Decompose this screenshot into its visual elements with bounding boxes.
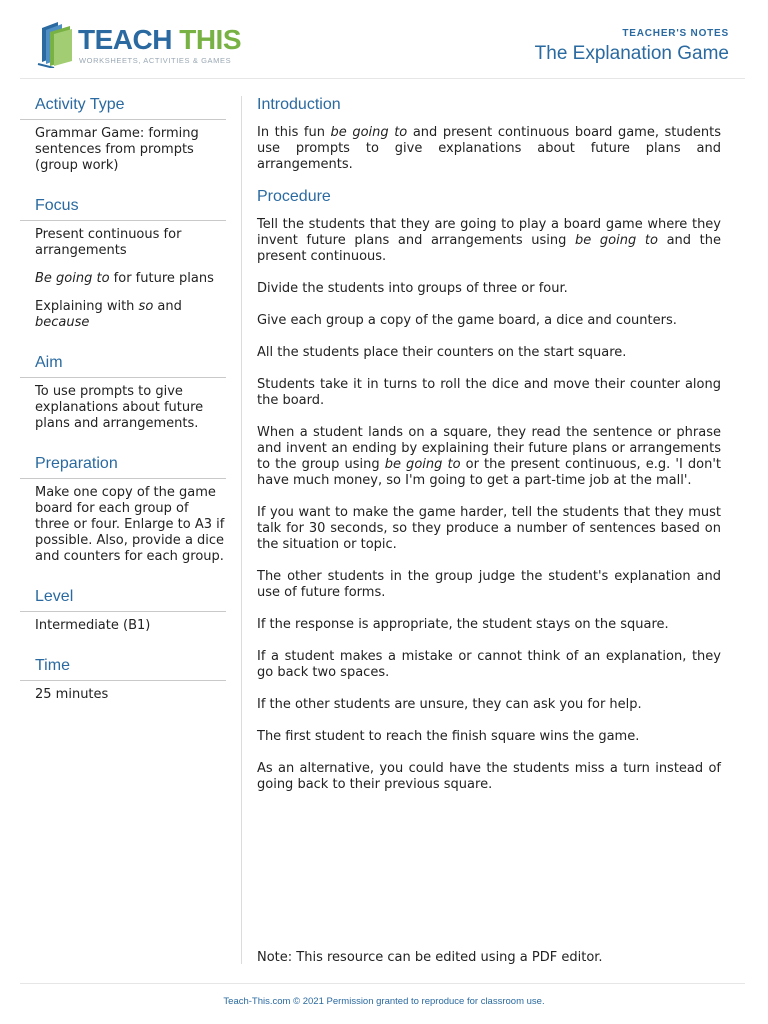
time-heading: Time (20, 654, 226, 681)
time-text: 25 minutes (35, 687, 109, 702)
step-text: Tell the students that they are going to play a board game where they invent future plans and arrangements using (257, 217, 721, 248)
procedure-step: If a student makes a mistake or cannot think of an explanation, they go back two spaces. (257, 649, 721, 680)
footer-divider (20, 983, 745, 984)
introduction-paragraph (257, 125, 721, 173)
step-text: and the present continuous. (257, 233, 722, 264)
intro-text: and present continuous board game, students use prompts to give explanations about future plans and arrangements. (257, 125, 722, 172)
level-heading: Level (20, 585, 226, 612)
column-divider (241, 96, 242, 964)
logo-tagline: WORKSHEETS, ACTIVITIES & GAMES (79, 56, 232, 65)
procedure-step: All the students place their counters on the start square. (257, 345, 627, 360)
focus-item-text: and (153, 299, 182, 314)
procedure-step: If the other students are unsure, they can ask you for help. (257, 697, 642, 712)
logo-teach: TEACH (78, 24, 172, 55)
procedure-step: The other students in the group judge the student's explanation and use of future forms. (257, 569, 721, 600)
procedure-step: The first student to reach the finish square wins the game. (257, 729, 640, 744)
preparation-text: Make one copy of the game board for each group of three or four. Enlarge to A3 if possible. Also, provide a dice and counters for each group. (35, 485, 225, 564)
procedure-step: Students take it in turns to roll the dice and move their counter along the board. (257, 377, 721, 408)
focus-item-italic: because (35, 315, 90, 330)
preparation-heading: Preparation (20, 452, 226, 479)
activity-type-section (20, 93, 226, 174)
level-text: Intermediate (B1) (35, 618, 151, 633)
sidebar (20, 93, 226, 723)
procedure-step: If you want to make the game harder, tell the students that they must talk for 30 seconds, so they produce a number of sentences based on the situation or topic. (257, 505, 721, 552)
activity-type-heading: Activity Type (20, 93, 226, 120)
copyright-footer: Teach-This.com © 2021 Permission granted to reproduce for classroom use. (223, 996, 545, 1007)
open-book-icon (36, 22, 76, 68)
procedure-step: If the response is appropriate, the student stays on the square. (257, 617, 669, 632)
header-divider (20, 78, 745, 79)
procedure-step: As an alternative, you could have the students miss a turn instead of going back to their previous square. (257, 761, 721, 792)
procedure-step (257, 425, 721, 489)
pdf-editor-note: Note: This resource can be edited using a PDF editor. (257, 950, 603, 965)
step-italic: be going to (384, 457, 461, 472)
focus-item-text: for future plans (109, 271, 214, 286)
page-title: The Explanation Game (534, 43, 729, 64)
intro-italic: be going to (330, 125, 408, 140)
step-text: or the present continuous, e.g. 'I don't have much money, so I'm going to get a part-time job at the mall'. (257, 457, 722, 488)
teachers-notes-label: TEACHER'S NOTES (622, 28, 729, 39)
page-header (0, 0, 768, 80)
focus-item (35, 299, 226, 331)
focus-item-text: Explaining with (35, 299, 139, 314)
logo-wordmark (78, 24, 241, 56)
focus-heading: Focus (20, 194, 226, 221)
focus-item (35, 271, 226, 287)
preparation-section (20, 452, 226, 565)
focus-item-italic: Be going to (35, 271, 110, 286)
teach-this-logo[interactable] (36, 22, 242, 70)
main-content (257, 93, 721, 809)
aim-heading: Aim (20, 351, 226, 378)
aim-section (20, 351, 226, 432)
procedure-step (257, 217, 721, 265)
focus-section (20, 194, 226, 331)
introduction-heading: Introduction (257, 96, 341, 113)
step-text: When a student lands on a square, they read the sentence or phrase and invent an ending by explaining their future plans or arrangements to the group using (257, 425, 721, 472)
activity-type-text: Grammar Game: forming sentences from prompts (group work) (35, 126, 199, 173)
focus-item-italic: so (138, 299, 154, 314)
procedure-step: Give each group a copy of the game board, a dice and counters. (257, 313, 677, 328)
time-section (20, 654, 226, 703)
procedure-heading: Procedure (257, 188, 331, 205)
focus-item: Present continuous for arrangements (35, 227, 182, 258)
procedure-step: Divide the students into groups of three or four. (257, 281, 568, 296)
logo-this: THIS (179, 24, 242, 55)
step-italic: be going to (575, 233, 658, 248)
intro-text: In this fun (257, 125, 331, 140)
level-section (20, 585, 226, 634)
aim-text: To use prompts to give explanations about future plans and arrangements. (35, 384, 204, 431)
